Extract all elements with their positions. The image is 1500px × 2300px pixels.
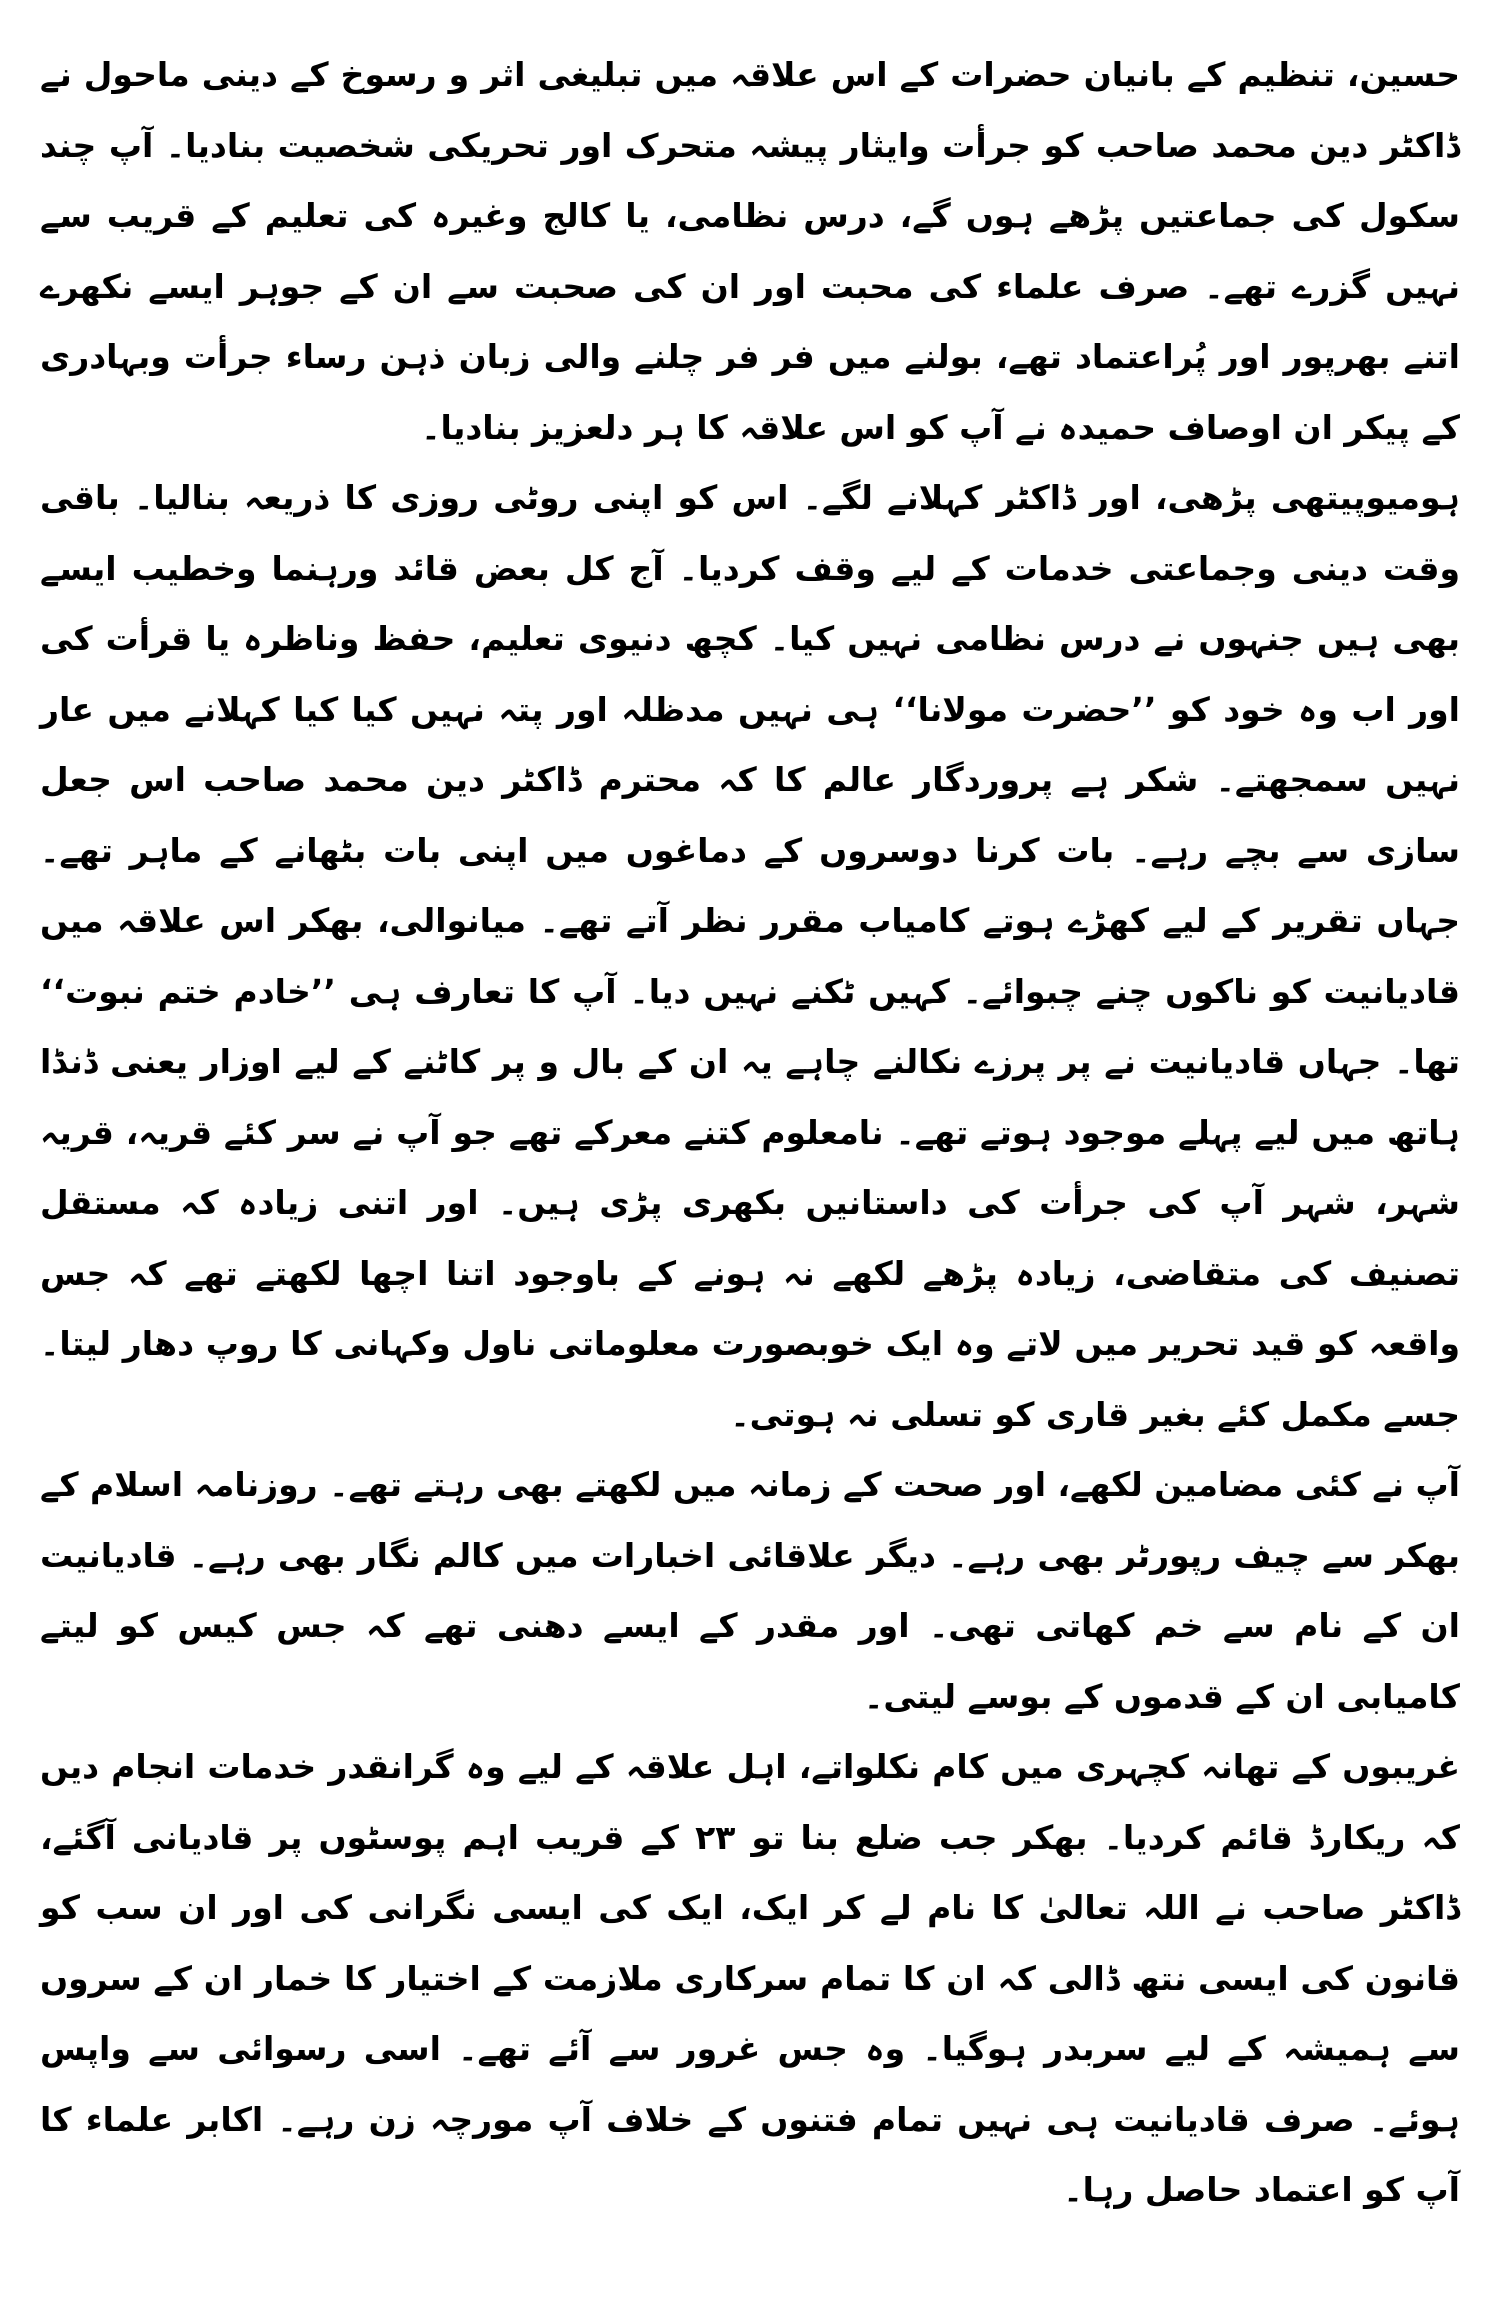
paragraph-1: حسین، تنظیم کے بانیان حضرات کے اس علاقہ میں تبلیغی اثر و رسوخ کے دینی ماحول نے ڈاکٹر دین محمد صاحب کو جرأت وایثار پیشہ متحرک اور تحریکی شخصیت بنادیا۔ آپ چند سکول کی جماعتیں پڑھے ہوں گے، درس نظامی، یا کالج وغیرہ کی تعلیم کے قریب سے نہیں گزرے تھے۔ صرف علماء کی محبت اور ان کی صحبت سے ان کے جوہر ایسے نکھرے اتنے بھرپور اور پُراعتماد تھے، بولنے میں فر فر چلنے والی زبان ذہن رساء جرأت وبہادری کے پیکر ان اوصاف حمیدہ نے آپ کو اس علاقہ کا ہر دلعزیز بنادیا۔ (40, 55, 1460, 447)
paragraph-4: غریبوں کے تھانہ کچہری میں کام نکلواتے، اہل علاقہ کے لیے وہ گرانقدر خدمات انجام دیں کہ ریکارڈ قائم کردیا۔ بھکر جب ضلع بنا تو ۲۳ کے قریب اہم پوسٹوں پر قادیانی آگئے، ڈاکٹر صاحب نے اللہ تعالیٰ کا نام لے کر ایک، ایک کی ایسی نگرانی کی اور ان سب کو قانون کی ایسی نتھ ڈالی کہ ان کا تمام سرکاری ملازمت کے اختیار کا خمار ان کے سروں سے ہمیشہ کے لیے سربدر ہوگیا۔ وہ جس غرور سے آئے تھے۔ اسی رسوائی سے واپس ہوئے۔ صرف قادیانیت ہی نہیں تمام فتنوں کے خلاف آپ مورچہ زن رہے۔ اکابر علماء کا آپ کو اعتماد حاصل رہا۔ (40, 1747, 1460, 2209)
paragraph-2: ہومیوپیتھی پڑھی، اور ڈاکٹر کہلانے لگے۔ اس کو اپنی روٹی روزی کا ذریعہ بنالیا۔ باقی وقت دینی وجماعتی خدمات کے لیے وقف کردیا۔ آج کل بعض قائد ورہنما وخطیب ایسے بھی ہیں جنہوں نے درس نظامی نہیں کیا۔ کچھ دنیوی تعلیم، حفظ وناظرہ یا قرأت کی اور اب وہ خود کو ’’حضرت مولانا‘‘ ہی نہیں مدظلہ اور پتہ نہیں کیا کیا کہلانے میں عار نہیں سمجھتے۔ شکر ہے پروردگار عالم کا کہ محترم ڈاکٹر دین محمد صاحب اس جعل سازی سے بچے رہے۔ بات کرنا دوسروں کے دماغوں میں اپنی بات بٹھانے کے ماہر تھے۔ جہاں تقریر کے لیے کھڑے ہوتے کامیاب مقرر نظر آتے تھے۔ میانوالی، بھکر اس علاقہ میں قادیانیت کو ناکوں چنے چبوائے۔ کہیں ٹکنے نہیں دیا۔ آپ کا تعارف ہی ’’خادم ختم نبوت‘‘ تھا۔ جہاں قادیانیت نے پر پرزے نکالنے چاہے یہ ان کے بال و پر کاٹنے کے لیے اوزار یعنی ڈنڈا ہاتھ میں لیے پہلے موجود ہوتے تھے۔ نامعلوم کتنے معرکے تھے جو آپ نے سر کئے قریہ، قریہ شہر، شہر آپ کی جرأت کی داستانیں بکھری پڑی ہیں۔ اور اتنی زیادہ کہ مستقل تصنیف کی متقاضی، زیادہ پڑھے لکھے نہ ہونے کے باوجود اتنا اچھا لکھتے تھے کہ جس واقعہ کو قید تحریر میں لاتے وہ ایک خوبصورت معلوماتی ناول وکہانی کا روپ دھار لیتا۔ جسے مکمل کئے بغیر قاری کو تسلی نہ ہوتی۔ (40, 478, 1460, 1434)
paragraph-3: آپ نے کئی مضامین لکھے، اور صحت کے زمانہ میں لکھتے بھی رہتے تھے۔ روزنامہ اسلام کے بھکر سے چیف رپورٹر بھی رہے۔ دیگر علاقائی اخبارات میں کالم نگار بھی رہے۔ قادیانیت ان کے نام سے خم کھاتی تھی۔ اور مقدر کے ایسے دھنی تھے کہ جس کیس کو لیتے کامیابی ان کے قدموں کے بوسے لیتی۔ (40, 1465, 1460, 1716)
